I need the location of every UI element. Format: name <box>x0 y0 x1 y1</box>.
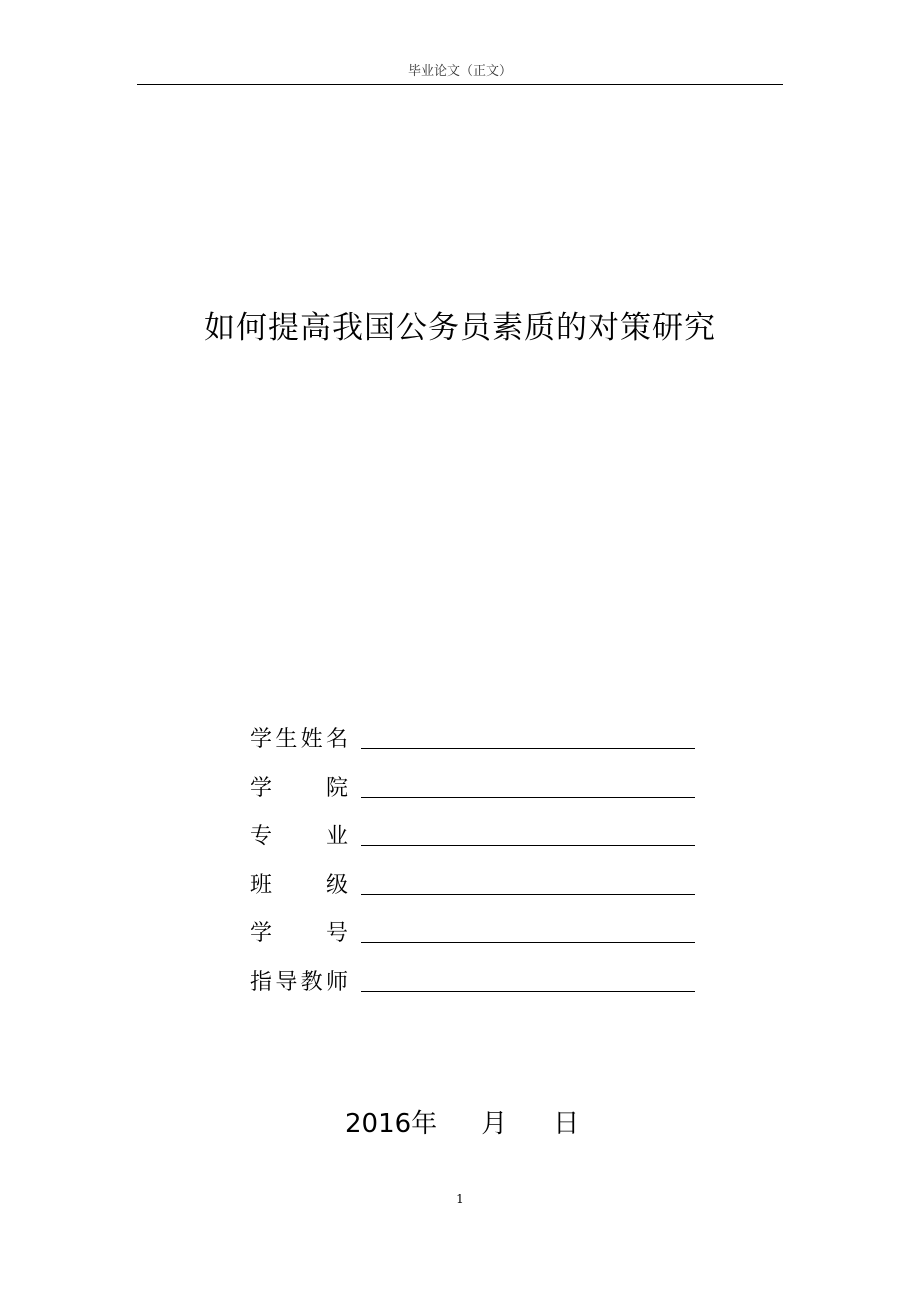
label-char: 学 <box>250 727 273 752</box>
class-line[interactable] <box>361 894 695 895</box>
major-label <box>250 817 348 857</box>
date-year: 2016 <box>345 1109 412 1139</box>
label-char: 姓 <box>300 727 323 752</box>
label-char: 学 <box>250 921 273 946</box>
label-char: 班 <box>250 872 273 898</box>
label-char: 名 <box>325 727 348 752</box>
date-year-unit: 年 <box>411 1109 438 1139</box>
advisor-line[interactable] <box>361 991 695 992</box>
advisor-row <box>250 961 700 1010</box>
student-name-line[interactable] <box>361 748 695 749</box>
page-header: 毕业论文（正文） <box>407 64 512 79</box>
label-char: 业 <box>325 824 348 849</box>
college-label <box>250 769 348 809</box>
college-row <box>250 767 700 816</box>
label-char: 级 <box>325 872 348 898</box>
label-char: 师 <box>325 969 348 995</box>
major-line[interactable] <box>361 845 695 846</box>
class-label <box>250 866 348 906</box>
label-char: 指 <box>250 969 273 995</box>
date-day-unit: 日 <box>553 1109 580 1139</box>
student-id-row <box>250 912 700 961</box>
label-char: 教 <box>300 969 323 995</box>
label-char: 号 <box>325 921 348 946</box>
student-id-label <box>250 914 348 954</box>
page-number: 1 <box>456 1192 464 1206</box>
student-name-label <box>250 720 348 760</box>
label-char: 专 <box>250 824 273 849</box>
student-name-row <box>250 718 700 767</box>
label-char: 学 <box>250 775 273 801</box>
thesis-title: 如何提高我国公务员素质的对策研究 <box>204 310 716 346</box>
student-id-line[interactable] <box>361 942 695 943</box>
student-info-form <box>250 718 700 1009</box>
label-char: 院 <box>325 775 348 801</box>
label-char: 生 <box>275 727 298 752</box>
label-char: 导 <box>275 969 298 995</box>
submission-date <box>345 1102 579 1146</box>
major-row <box>250 815 700 864</box>
header-rule <box>137 84 783 85</box>
advisor-label <box>250 963 348 1003</box>
college-line[interactable] <box>361 797 695 798</box>
class-row <box>250 864 700 913</box>
date-month-unit: 月 <box>481 1109 508 1139</box>
